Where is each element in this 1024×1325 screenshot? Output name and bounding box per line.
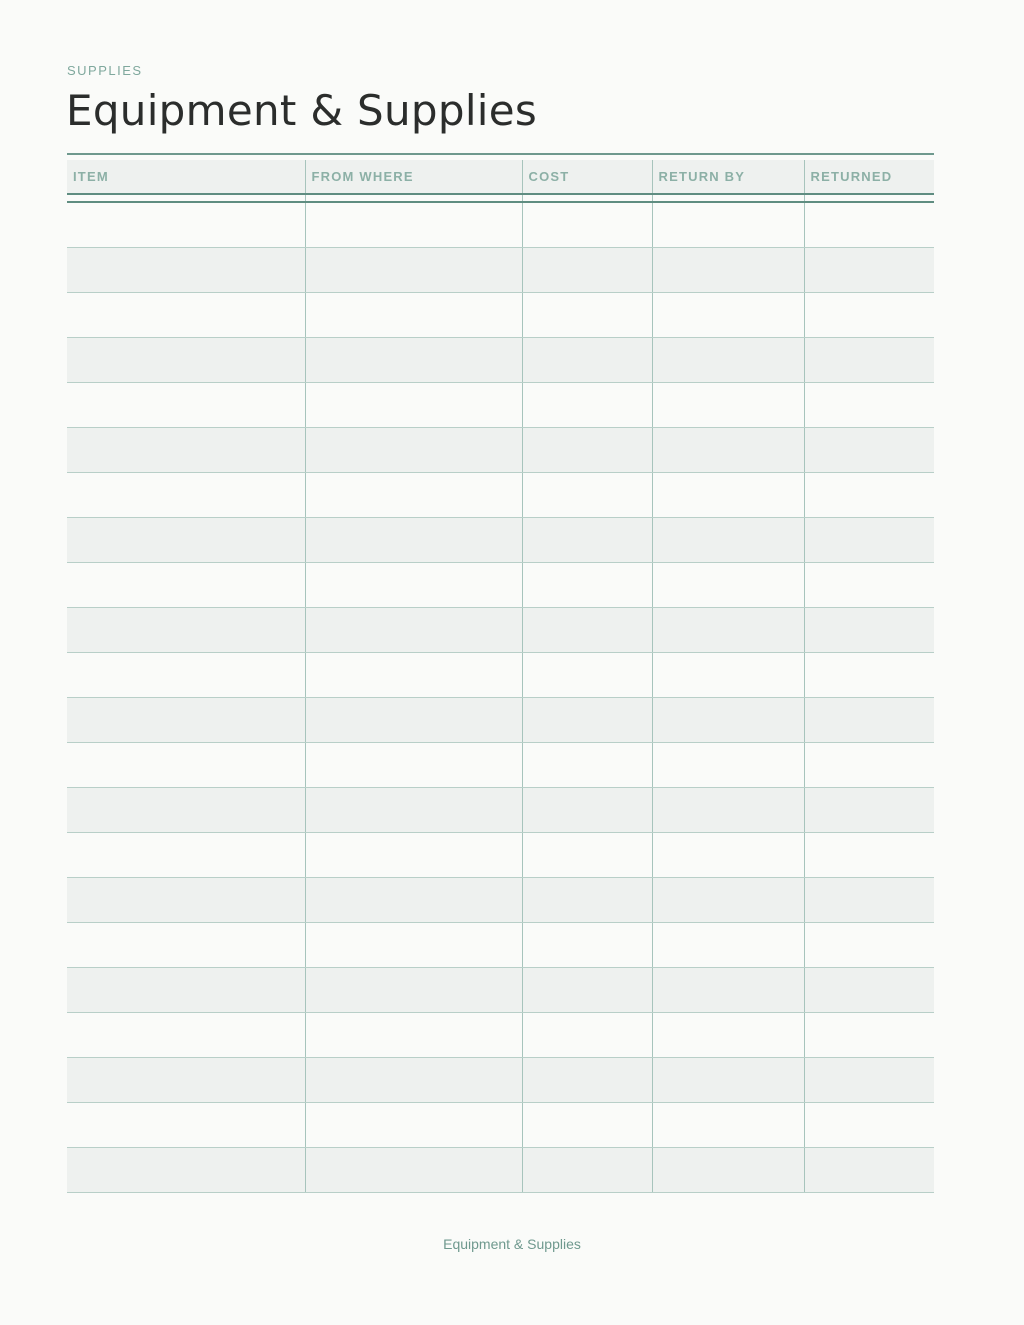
spacer-cell [652,194,804,202]
cell-from-where[interactable] [305,742,522,787]
cell-cost[interactable] [522,1147,652,1192]
cell-return-by[interactable] [652,202,804,247]
header-spacer [67,194,934,202]
cell-cost[interactable] [522,607,652,652]
cell-cost[interactable] [522,337,652,382]
cell-item[interactable] [67,247,305,292]
cell-from-where[interactable] [305,427,522,472]
cell-return-by[interactable] [652,652,804,697]
table-row [67,787,934,832]
cell-returned[interactable] [804,247,934,292]
cell-item[interactable] [67,967,305,1012]
cell-item[interactable] [67,652,305,697]
cell-returned[interactable] [804,1147,934,1192]
cell-returned[interactable] [804,742,934,787]
cell-item[interactable] [67,697,305,742]
cell-cost[interactable] [522,967,652,1012]
cell-cost[interactable] [522,472,652,517]
table-row [67,337,934,382]
column-header-item: ITEM [67,160,305,194]
cell-from-where[interactable] [305,607,522,652]
cell-from-where[interactable] [305,697,522,742]
table-row [67,967,934,1012]
table-row [67,742,934,787]
cell-returned[interactable] [804,472,934,517]
cell-item[interactable] [67,1102,305,1147]
table-row [67,1012,934,1057]
cell-from-where[interactable] [305,787,522,832]
cell-from-where[interactable] [305,202,522,247]
cell-from-where[interactable] [305,337,522,382]
cell-item[interactable] [67,337,305,382]
cell-returned[interactable] [804,607,934,652]
cell-returned[interactable] [804,292,934,337]
table-row [67,517,934,562]
column-header-from-where: FROM WHERE [305,160,522,194]
cell-item[interactable] [67,1057,305,1102]
cell-item[interactable] [67,202,305,247]
cell-cost[interactable] [522,292,652,337]
cell-cost[interactable] [522,697,652,742]
cell-item[interactable] [67,787,305,832]
cell-return-by[interactable] [652,697,804,742]
table-row [67,1102,934,1147]
cell-from-where[interactable] [305,832,522,877]
cell-item[interactable] [67,517,305,562]
cell-from-where[interactable] [305,382,522,427]
page-footer: Equipment & Supplies [443,1236,581,1252]
cell-cost[interactable] [522,652,652,697]
cell-item[interactable] [67,472,305,517]
table-body [67,202,934,1192]
supplies-table-container [67,160,934,1193]
column-header-cost: COST [522,160,652,194]
table-row [67,382,934,427]
cell-returned[interactable] [804,922,934,967]
cell-return-by[interactable] [652,832,804,877]
cell-item[interactable] [67,427,305,472]
cell-return-by[interactable] [652,922,804,967]
cell-cost[interactable] [522,382,652,427]
cell-returned[interactable] [804,877,934,922]
table-row [67,427,934,472]
cell-item[interactable] [67,742,305,787]
cell-cost[interactable] [522,1057,652,1102]
cell-return-by[interactable] [652,877,804,922]
cell-return-by[interactable] [652,1057,804,1102]
spacer-cell [804,194,934,202]
cell-from-where[interactable] [305,652,522,697]
spacer-cell [305,194,522,202]
spacer-cell [522,194,652,202]
cell-return-by[interactable] [652,607,804,652]
cell-cost[interactable] [522,742,652,787]
cell-cost[interactable] [522,1102,652,1147]
cell-item[interactable] [67,292,305,337]
cell-from-where[interactable] [305,877,522,922]
cell-from-where[interactable] [305,922,522,967]
cell-returned[interactable] [804,832,934,877]
cell-return-by[interactable] [652,472,804,517]
cell-cost[interactable] [522,247,652,292]
cell-item[interactable] [67,877,305,922]
cell-return-by[interactable] [652,337,804,382]
cell-returned[interactable] [804,787,934,832]
cell-from-where[interactable] [305,562,522,607]
eyebrow-label: SUPPLIES [67,63,143,78]
cell-cost[interactable] [522,517,652,562]
cell-cost[interactable] [522,562,652,607]
table-row [67,697,934,742]
cell-from-where[interactable] [305,1147,522,1192]
cell-returned[interactable] [804,517,934,562]
cell-from-where[interactable] [305,472,522,517]
cell-returned[interactable] [804,562,934,607]
cell-item[interactable] [67,1147,305,1192]
cell-return-by[interactable] [652,742,804,787]
table-row [67,922,934,967]
cell-from-where[interactable] [305,1102,522,1147]
cell-returned[interactable] [804,1102,934,1147]
cell-returned[interactable] [804,1012,934,1057]
table-row [67,247,934,292]
cell-cost[interactable] [522,202,652,247]
table-row [67,562,934,607]
cell-cost[interactable] [522,1012,652,1057]
cell-item[interactable] [67,382,305,427]
column-header-return-by: RETURN BY [652,160,804,194]
table-row [67,292,934,337]
cell-return-by[interactable] [652,562,804,607]
cell-returned[interactable] [804,202,934,247]
cell-return-by[interactable] [652,247,804,292]
cell-return-by[interactable] [652,517,804,562]
table-row [67,1057,934,1102]
supplies-table [67,160,934,1193]
spacer-cell [67,194,305,202]
table-row [67,1147,934,1192]
cell-cost[interactable] [522,832,652,877]
cell-returned[interactable] [804,652,934,697]
cell-cost[interactable] [522,877,652,922]
table-row [67,652,934,697]
cell-return-by[interactable] [652,1102,804,1147]
title-divider [67,153,934,155]
cell-returned[interactable] [804,697,934,742]
cell-returned[interactable] [804,1057,934,1102]
cell-return-by[interactable] [652,427,804,472]
cell-cost[interactable] [522,922,652,967]
cell-from-where[interactable] [305,1012,522,1057]
cell-cost[interactable] [522,427,652,472]
cell-returned[interactable] [804,337,934,382]
column-header-returned: RETURNED [804,160,934,194]
cell-returned[interactable] [804,427,934,472]
table-row [67,607,934,652]
cell-return-by[interactable] [652,967,804,1012]
cell-returned[interactable] [804,967,934,1012]
cell-return-by[interactable] [652,1147,804,1192]
cell-item[interactable] [67,922,305,967]
cell-return-by[interactable] [652,382,804,427]
table-row [67,202,934,247]
cell-from-where[interactable] [305,1057,522,1102]
cell-from-where[interactable] [305,247,522,292]
cell-from-where[interactable] [305,967,522,1012]
table-header-row [67,160,934,194]
cell-from-where[interactable] [305,292,522,337]
cell-item[interactable] [67,1012,305,1057]
cell-from-where[interactable] [305,517,522,562]
cell-return-by[interactable] [652,1012,804,1057]
cell-return-by[interactable] [652,787,804,832]
table-row [67,472,934,517]
cell-returned[interactable] [804,382,934,427]
table-row [67,832,934,877]
cell-item[interactable] [67,832,305,877]
table-row [67,877,934,922]
cell-cost[interactable] [522,787,652,832]
cell-item[interactable] [67,562,305,607]
page-title: Equipment & Supplies [66,86,538,135]
cell-item[interactable] [67,607,305,652]
cell-return-by[interactable] [652,292,804,337]
